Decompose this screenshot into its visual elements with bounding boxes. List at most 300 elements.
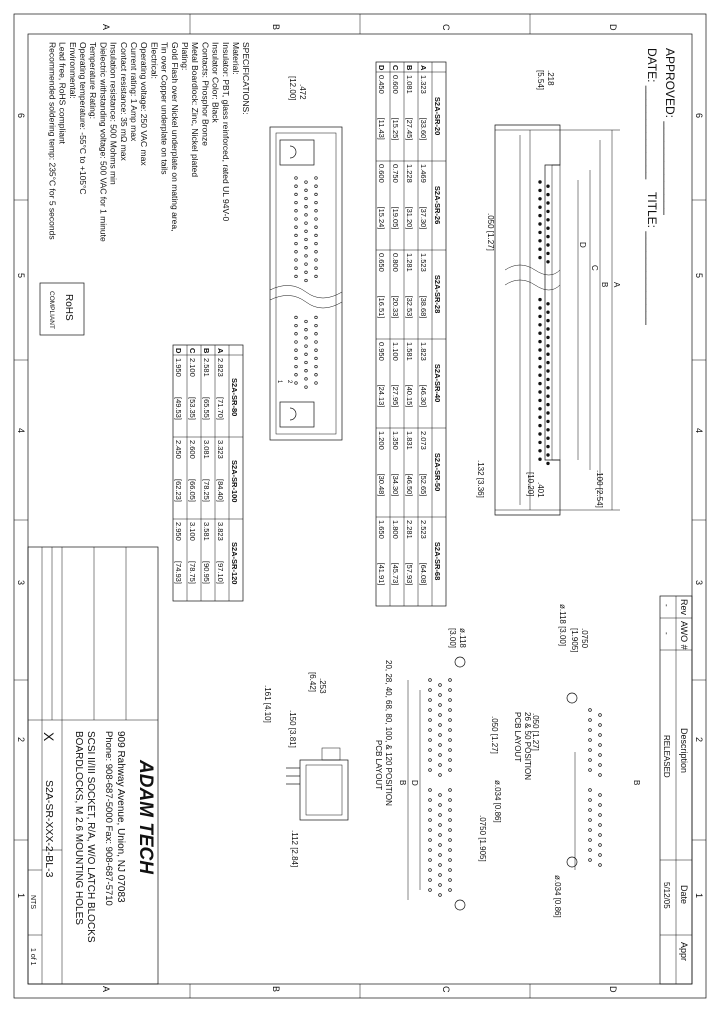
zone-letter-top-b: B: [271, 24, 281, 31]
table1-cell-mm: [24.13]: [377, 384, 386, 408]
pcb20-hole: [429, 719, 432, 722]
pcb26-hole: [589, 769, 592, 772]
pcb20-hole: [439, 834, 442, 837]
end-view-contact: [315, 374, 318, 377]
pcb20-hole: [449, 889, 452, 892]
table1-cell-mm: [15.25]: [391, 117, 400, 141]
pcb20-hole: [449, 879, 452, 882]
pcb20-hole: [449, 719, 452, 722]
dim-118-bottom: ø.118: [458, 628, 467, 648]
end-view-contact: [295, 226, 298, 229]
end-view-contact: [315, 185, 318, 188]
table1-cell-inch: 1.831: [405, 431, 414, 450]
table2-cell-inch: 3.100: [188, 522, 197, 541]
revision-block: [660, 596, 692, 984]
end-view-contact: [295, 365, 298, 368]
zone-number-left-1: 1: [16, 893, 26, 899]
table1-header: S2A-SR-40: [433, 363, 442, 403]
table1-cell-inch: 0.600: [377, 164, 386, 183]
table1-cell-inch: 0.750: [391, 164, 400, 183]
side-view-contact: [546, 353, 549, 356]
dim-c-label: C: [590, 265, 599, 271]
pcb26-hole: [589, 759, 592, 762]
table1-header: S2A-SR-50: [433, 452, 442, 492]
pcb20-hole: [439, 874, 442, 877]
pcb20-hole: [449, 739, 452, 742]
table2-cell-inch: 3.581: [202, 522, 211, 541]
zone-number-left-3: 3: [16, 580, 26, 586]
table1-header: S2A-SR-20: [433, 96, 442, 136]
end-view-contact: [315, 242, 318, 245]
side-view-contact: [538, 214, 541, 217]
rohs-box: [40, 283, 84, 335]
pcb20-hole: [429, 889, 432, 892]
dim-300-bottom: [3.00]: [448, 628, 457, 649]
zone-letter-top-d: D: [608, 24, 618, 31]
table1-cell-mm: [32.53]: [405, 295, 414, 319]
table2-cell-inch: 2.950: [174, 522, 183, 541]
dim-a-label: A: [612, 282, 621, 288]
side-view-contact: [538, 323, 541, 326]
table2-cell-inch: 3.323: [216, 440, 225, 459]
table1-cell-mm: [64.08]: [419, 562, 428, 586]
side-view-contact: [538, 197, 541, 200]
end-view-contact: [295, 374, 298, 377]
pcb20-hole: [439, 844, 442, 847]
table1-cell-inch: 1.823: [419, 342, 428, 361]
pcb20-hole: [449, 819, 452, 822]
pcb26-hole: [599, 764, 602, 767]
spec-line: Tin over Copper underplate on tails: [159, 42, 170, 175]
end-view-contact: [315, 251, 318, 254]
dim-1020: [10.20]: [526, 472, 535, 497]
zone-number-right-1: 1: [694, 893, 704, 899]
end-view-contact: [315, 275, 318, 278]
table2-cell-mm: [66.05]: [188, 479, 197, 502]
spec-line: Plating:: [180, 42, 190, 71]
pcb26-hole: [599, 754, 602, 757]
side-view-contacts: [538, 180, 549, 465]
spec-line: Material:: [231, 42, 241, 75]
pcb20-hole: [429, 729, 432, 732]
zone-letter-bottom-a: A: [101, 986, 111, 993]
table2-cell-mm: [78.75]: [188, 561, 197, 584]
end-view-contact: [305, 189, 308, 192]
side-view-contact: [538, 256, 541, 259]
zone-letter-bottom-c: C: [441, 986, 451, 993]
pcb20-hole: [449, 769, 452, 772]
end-view-contact: [305, 205, 308, 208]
pcb20-hole: [449, 679, 452, 682]
end-view-contact: [305, 361, 308, 364]
side-view-contact: [538, 206, 541, 209]
side-view-contact: [546, 378, 549, 381]
side-view-contact: [538, 441, 541, 444]
table1-cell-inch: 1.281: [405, 253, 414, 272]
pcb26-hole: [589, 829, 592, 832]
end-view-contact: [315, 365, 318, 368]
pcb-20-holes: [429, 679, 452, 897]
table2-row-letter: B: [202, 348, 211, 354]
table1-cell-inch: 1.650: [377, 520, 386, 539]
end-view-contact: [295, 234, 298, 237]
side-view-contact: [546, 428, 549, 431]
end-view-contact: [305, 320, 308, 323]
zone-number-right-6: 6: [694, 113, 704, 119]
pcb20-hole: [449, 869, 452, 872]
end-view-contact: [305, 337, 308, 340]
table1-cell-inch: 1.469: [419, 164, 428, 183]
end-view-contact: [295, 210, 298, 213]
pcb20-hole: [439, 744, 442, 747]
end-view-contact: [305, 345, 308, 348]
side-view-contact: [546, 260, 549, 263]
table2-cell-inch: 3.081: [202, 440, 211, 459]
table1-cell-inch: 1.323: [419, 75, 428, 94]
end-view-contact: [295, 333, 298, 336]
spec-line: Operating temperature: -55°C to +105°C: [78, 42, 88, 195]
dim-0750-bottom: .0750 [1.905]: [478, 815, 487, 862]
pcb26-hole: [589, 809, 592, 812]
pcb26-hole: [599, 864, 602, 867]
boardlock-side-view: [286, 748, 348, 820]
zone-number-right-3: 3: [694, 580, 704, 586]
side-view-contact: [538, 180, 541, 183]
side-view-contact: [538, 239, 541, 242]
spec-line: Operating voltage: 250 VAC max: [139, 42, 150, 166]
side-view-contact: [546, 403, 549, 406]
table1-cell-mm: [46.50]: [405, 473, 414, 497]
side-view-contact: [546, 210, 549, 213]
end-view-contact: [305, 238, 308, 241]
end-view-contact: [295, 193, 298, 196]
side-view-contact: [538, 222, 541, 225]
side-view-contact: [538, 390, 541, 393]
table2-cell-inch: 2.450: [174, 440, 183, 459]
table2-header: S2A-SR-100: [230, 459, 239, 503]
pcb20-hole: [439, 724, 442, 727]
dim-253: .253: [318, 678, 327, 694]
sheet-size: X: [41, 732, 57, 742]
end-view-contact: [315, 341, 318, 344]
dim-d-pcb20: D: [410, 780, 419, 786]
end-view-contact: [315, 382, 318, 385]
pcb20-hole: [429, 859, 432, 862]
table2-cell-inch: 2.100: [188, 358, 197, 377]
dim-0750-top: .0750: [580, 628, 589, 649]
table1-cell-mm: [19.05]: [391, 206, 400, 230]
table2-cell-mm: [74.93]: [174, 561, 183, 584]
dim-034-bottom: ø.034 [0.86]: [493, 780, 502, 823]
pcb20-hole: [449, 799, 452, 802]
table2-cell-inch: 2.581: [202, 358, 211, 377]
end-view-contact: [295, 251, 298, 254]
end-view-contact: [315, 259, 318, 262]
zone-number-left-6: 6: [16, 113, 26, 119]
pcb26-hole: [599, 794, 602, 797]
pcb20-hole: [439, 854, 442, 857]
end-view-contact: [295, 316, 298, 319]
table1-cell-inch: 1.350: [391, 431, 400, 450]
pcb20-hole: [439, 814, 442, 817]
pcb20-hole: [429, 879, 432, 882]
dim-642: [6.42]: [308, 672, 317, 693]
table2-cell-mm: [62.23]: [174, 479, 183, 502]
end-view-contact: [315, 349, 318, 352]
end-view-contact: [315, 193, 318, 196]
zone-number-left-2: 2: [16, 737, 26, 743]
dim-b-pcb26: B: [632, 780, 641, 786]
pcb20-hole: [449, 759, 452, 762]
revision-value-rev: -: [662, 604, 671, 607]
table2-row-letter: D: [174, 348, 183, 354]
dim-150: .150 [3.81]: [288, 710, 297, 748]
table1-cell-mm: [45.73]: [391, 562, 400, 586]
pcb20-hole: [449, 849, 452, 852]
layout-26-title-2: PCB LAYOUT: [513, 712, 522, 763]
dim-112: .112 [2.84]: [290, 830, 299, 868]
side-view-contact: [546, 386, 549, 389]
end-view-contact: [295, 218, 298, 221]
table1-cell-mm: [31.20]: [405, 206, 414, 230]
pcb26-hole: [599, 724, 602, 727]
pcb20-hole: [439, 804, 442, 807]
date-field: DATE: ______________: [645, 48, 659, 180]
table2-cell-mm: [65.55]: [202, 397, 211, 420]
zone-letter-bottom-d: D: [608, 986, 618, 993]
end-view-contact: [295, 267, 298, 270]
side-view-contact: [538, 189, 541, 192]
side-view-contact: [546, 302, 549, 305]
dim-132: .132 [3.36]: [476, 460, 485, 498]
end-view-contact: [305, 255, 308, 258]
pcb26-hole: [599, 744, 602, 747]
layout-20-title-1: 20, 28, 40, 68, 80, 100, & 120 POSITION: [384, 660, 393, 806]
zone-letter-top-c: C: [441, 24, 451, 31]
spec-line: Insulator: PBT, glass reinforced, rated UL 94V-0: [220, 42, 231, 222]
table2-cell-mm: [97.10]: [216, 561, 225, 584]
side-view-contact: [538, 340, 541, 343]
pcb26-hole: [589, 789, 592, 792]
table1-cell-inch: 1.523: [419, 253, 428, 272]
table1-cell-mm: [27.45]: [405, 117, 414, 141]
table1-cell-mm: [40.15]: [405, 384, 414, 408]
table2-header: S2A-SR-80: [230, 377, 239, 417]
pcb26-hole: [599, 714, 602, 717]
spec-line: Electrical:: [149, 42, 160, 79]
side-view-contact: [538, 382, 541, 385]
side-view-contact: [546, 361, 549, 364]
pcb26-hole: [599, 854, 602, 857]
table1-cell-inch: 1.228: [405, 164, 414, 183]
end-view-contact: [305, 279, 308, 282]
table1-cell-mm: [30.48]: [377, 473, 386, 497]
dim-050-pcb20: .050 [1.27]: [490, 716, 499, 754]
table1-cell-mm: [33.60]: [419, 117, 428, 141]
dim-1905-top: [1.905]: [570, 628, 579, 653]
side-view-contact: [546, 411, 549, 414]
end-view-contact: [315, 267, 318, 270]
table1-cell-inch: 2.523: [419, 520, 428, 539]
zone-letter-bottom-b: B: [271, 986, 281, 993]
side-view-contact: [546, 395, 549, 398]
pcb26-hole: [589, 799, 592, 802]
company-name: ADAM TECH: [135, 760, 156, 874]
spec-line: Insulation resistance: 500 Mohms min: [108, 42, 119, 185]
dim-554: [5.54]: [536, 70, 545, 91]
side-view-contact: [546, 327, 549, 330]
table2-cell-mm: [90.95]: [202, 561, 211, 584]
dim-118-top: ø.118 [3.00]: [558, 604, 567, 647]
side-view-contact: [546, 369, 549, 372]
scale-value: NTS: [29, 895, 36, 909]
pcb20-hole: [449, 729, 452, 732]
part-description-2: BOARDLOCKS, M 2.6 MOUNTING HOLES: [73, 731, 84, 925]
part-number: S2A-SR-XXX-2-BL-3: [43, 780, 55, 878]
side-view-contact: [546, 437, 549, 440]
table2-cell-mm: [53.35]: [188, 397, 197, 420]
dim-1200: [12.00]: [288, 76, 297, 101]
company-address: 909 Rahway Avenue, Union, NJ 07083: [115, 731, 126, 903]
pcb20-hole: [429, 849, 432, 852]
end-view-contact: [305, 263, 308, 266]
pin-1-label: 1: [276, 380, 282, 384]
pcb20-hole: [429, 839, 432, 842]
spec-line: Lead free, RoHS compliant: [57, 42, 68, 145]
side-view-contact: [546, 185, 549, 188]
pcb20-hole: [429, 699, 432, 702]
side-view-contact: [538, 315, 541, 318]
revision-header-awo: AWO #: [679, 621, 689, 650]
table2-cell-mm: [78.25]: [202, 479, 211, 502]
table1-cell-mm: [46.30]: [419, 384, 428, 408]
pcb26-hole: [589, 739, 592, 742]
pcb20-hole: [449, 709, 452, 712]
side-view-contact: [538, 458, 541, 461]
spec-line: Contacts: Phosphor Bronze: [200, 42, 211, 146]
table1-row-letter: B: [405, 65, 414, 71]
side-view-contact: [538, 348, 541, 351]
end-view-contact: [305, 378, 308, 381]
spec-line: Insulator Color: Black: [210, 42, 221, 123]
pcb26-hole: [589, 749, 592, 752]
end-view-contact: [295, 275, 298, 278]
spec-line: Temperature Rating:: [88, 42, 99, 120]
pcb20-hole: [449, 699, 452, 702]
table1-row-letter: A: [419, 65, 428, 71]
pcb26-hole: [599, 844, 602, 847]
revision-header-appr: Appr: [679, 942, 689, 962]
end-view-contact: [305, 230, 308, 233]
spec-line: Gold Flash over Nickel underplate on mating area,: [169, 42, 180, 232]
dim-d-label: D: [578, 242, 587, 248]
side-view-contact: [546, 462, 549, 465]
table1-cell-mm: [38.68]: [419, 295, 428, 319]
pcb26-hole: [599, 824, 602, 827]
side-view-contact: [538, 424, 541, 427]
side-view-contact: [538, 407, 541, 410]
pcb26-hole: [589, 849, 592, 852]
layout-20-title-2: PCB LAYOUT: [374, 740, 383, 791]
pcb20-hole: [449, 829, 452, 832]
end-view-contacts: [295, 177, 318, 389]
table2-cell-mm: [49.53]: [174, 397, 183, 420]
table1-cell-inch: 1.100: [391, 342, 400, 361]
end-view-contact: [305, 369, 308, 372]
dim-100: .100 [2.54]: [595, 470, 604, 508]
pcb26-hole: [589, 859, 592, 862]
zone-number-left-5: 5: [16, 273, 26, 279]
end-view-contact: [295, 324, 298, 327]
side-view-contact: [546, 336, 549, 339]
end-view-contact: [295, 185, 298, 188]
pcb20-hole: [449, 839, 452, 842]
pcb20-hole: [429, 689, 432, 692]
end-view-contact: [315, 234, 318, 237]
side-view-contact: [546, 227, 549, 230]
connector-side-view: [495, 125, 560, 515]
pcb20-hole: [439, 764, 442, 767]
revision-value-description: RELEASED: [662, 735, 671, 778]
table1-cell-mm: [37.30]: [419, 206, 428, 230]
table2-cell-inch: 3.823: [216, 522, 225, 541]
end-view-contact: [315, 226, 318, 229]
side-view-contact: [538, 231, 541, 234]
part-description-1: SCSI II/III SOCKET, R/A, W/O LATCH BLOCKS: [85, 731, 96, 943]
side-view-contact: [538, 374, 541, 377]
end-view-contact: [305, 246, 308, 249]
zone-letter-top-a: A: [101, 24, 111, 31]
end-view-contact: [295, 259, 298, 262]
side-view-contact: [538, 399, 541, 402]
pcb26-hole: [589, 839, 592, 842]
dim-472: .472: [298, 84, 307, 100]
pcb26-hole: [589, 819, 592, 822]
table1-cell-mm: [15.24]: [377, 206, 386, 230]
pcb20-hole: [439, 864, 442, 867]
pcb20-hole: [449, 859, 452, 862]
end-view-contact: [295, 201, 298, 204]
dim-161: .161 [4.10]: [263, 685, 272, 723]
end-view-contact: [315, 201, 318, 204]
end-view-contact: [295, 242, 298, 245]
side-view-contact: [538, 332, 541, 335]
table1-cell-inch: 0.950: [377, 342, 386, 361]
dimension-table-80-120: [173, 345, 243, 601]
pcb26-hole: [599, 804, 602, 807]
pcb20-hole: [439, 734, 442, 737]
side-view-contact: [546, 311, 549, 314]
dim-b-pcb20: B: [398, 780, 407, 786]
pcb20-hole: [439, 714, 442, 717]
revision-header-rev: Rev: [679, 599, 689, 616]
pcb20-hole: [449, 749, 452, 752]
connector-end-view: [270, 127, 342, 440]
table1-cell-mm: [27.95]: [391, 384, 400, 408]
spec-line: Dielectric withstanding voltage: 500 VAC for 1 minute: [98, 42, 109, 242]
spec-line: Environmental:: [67, 42, 78, 99]
sheet-number: 1 of 1: [29, 948, 36, 966]
table2-cell-mm: [84.40]: [216, 479, 225, 502]
spec-heading: SPECIFICATIONS:: [241, 42, 251, 115]
pcb26-hole: [599, 814, 602, 817]
table1-cell-mm: [16.51]: [377, 295, 386, 319]
pcb26-hole: [589, 709, 592, 712]
table1-cell-mm: [20.33]: [391, 295, 400, 319]
company-phone: Phone: 908-687-5000 Fax: 908-687-5710: [103, 731, 114, 906]
spec-line: Recommended soldering temp: 235°C for 5 seconds: [47, 42, 58, 240]
end-view-contact: [305, 328, 308, 331]
